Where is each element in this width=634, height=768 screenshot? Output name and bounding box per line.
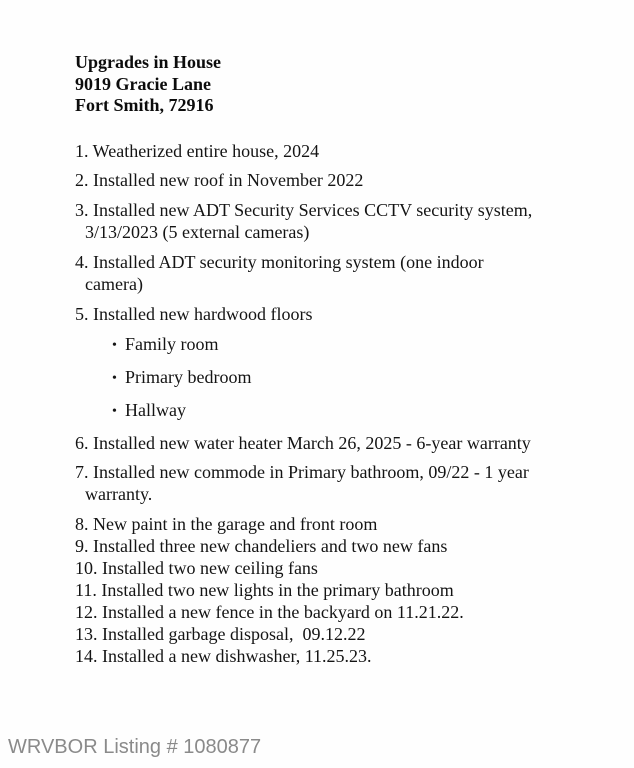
list-item-text: 3. Installed new ADT Security Services CCTV security system, [75,200,533,220]
list-item-text: 2. Installed new roof in November 2022 [75,170,364,190]
sub-item-hallway [112,399,186,423]
sub-item-text: Hallway [125,400,186,420]
list-item-text: 10. Installed two new ceiling fans [75,558,318,578]
list-item-8 [75,513,377,535]
list-item-13 [75,623,365,645]
list-item-text: 6. Installed new water heater March 26, 2025 - 6-year warranty [75,433,531,453]
list-item-11 [75,579,454,601]
list-item-6 [75,432,531,454]
list-item-text: 5. Installed new hardwood floors [75,304,313,324]
document-title: Upgrades in House [75,52,222,72]
list-item-text: 4. Installed ADT security monitoring system (one indoor [75,252,484,272]
list-item-3 [75,199,532,243]
list-item-10 [75,557,318,579]
list-item-7 [75,461,529,505]
list-item-text: 9. Installed three new chandeliers and two new fans [75,536,448,556]
list-item-text: 12. Installed a new fence in the backyard on 11.21.22. [75,602,464,622]
list-item-text: 13. Installed garbage disposal, 09.12.22 [75,624,366,644]
list-item-2 [75,169,363,191]
address-line-1: 9019 Gracie Lane [75,73,211,94]
bullet-icon: • [112,404,117,419]
list-item-text: 8. New paint in the garage and front room [75,514,378,534]
list-item-5 [75,303,312,325]
list-item-12 [75,601,464,623]
document-header [75,52,221,117]
listing-watermark: WRVBOR Listing # 1080877 [8,736,262,758]
sub-item-text: Family room [125,334,219,354]
sub-item-primary-bedroom [112,366,251,390]
list-item-text: 14. Installed a new dishwasher, 11.25.23. [75,646,372,666]
list-item-text: 7. Installed new commode in Primary bathroom, 09/22 - 1 year [75,462,529,482]
list-item-1 [75,140,319,162]
list-item-continuation: 3/13/2023 (5 external cameras) [85,222,310,242]
sub-item-family-room [112,333,219,357]
list-item-continuation: warranty. [85,484,153,504]
list-item-4 [75,251,484,295]
list-item-9 [75,535,447,557]
list-item-14 [75,645,372,667]
address-line-2: Fort Smith, 72916 [75,95,214,115]
bullet-icon: • [112,371,117,386]
list-item-continuation: camera) [85,274,143,294]
sub-item-text: Primary bedroom [125,367,252,387]
list-item-text: 1. Weatherized entire house, 2024 [75,141,320,161]
list-item-text: 11. Installed two new lights in the primary bathroom [75,580,454,600]
bullet-icon: • [112,338,117,353]
